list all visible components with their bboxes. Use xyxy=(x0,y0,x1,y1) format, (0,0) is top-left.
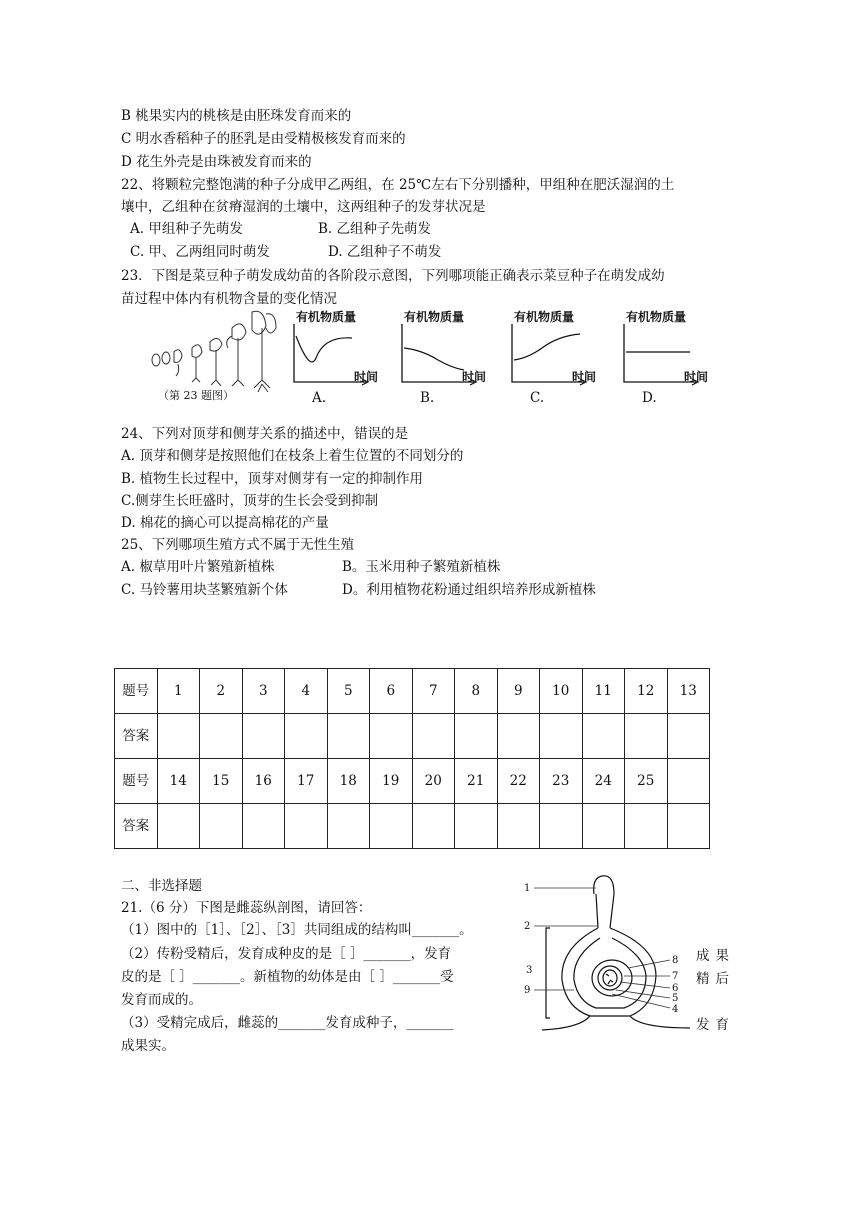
chart-c-option: C. xyxy=(530,390,545,406)
chart-d-plot xyxy=(620,308,732,388)
question-number: 6 xyxy=(370,669,413,714)
side-text-1: 成果 xyxy=(696,948,735,964)
chart-d xyxy=(620,308,732,404)
answer-cell[interactable] xyxy=(157,804,200,849)
question-number: 9 xyxy=(497,669,540,714)
question-number: 10 xyxy=(540,669,583,714)
answer-cell[interactable] xyxy=(582,804,625,849)
table-row xyxy=(115,759,710,804)
label-9: 9 xyxy=(524,985,531,996)
question-number: 15 xyxy=(200,759,243,804)
chart-c-curve xyxy=(514,334,580,360)
row-header-question: 题号 xyxy=(115,759,158,804)
chart-a-ylabel: 有机物质量 xyxy=(296,310,357,324)
table-row xyxy=(115,804,710,849)
chart-c xyxy=(508,308,620,404)
question-24: 24、下列对顶芽和侧芽关系的描述中，错误的是 xyxy=(121,426,409,442)
chart-a xyxy=(290,308,402,404)
chart-d-xlabel: 时间 xyxy=(684,370,709,384)
table-row xyxy=(115,714,710,759)
answer-cell[interactable] xyxy=(370,714,413,759)
chart-d-ylabel: 有机物质量 xyxy=(626,310,687,324)
q24-option-d: D. 棉花的摘心可以提高棉花的产量 xyxy=(121,515,329,531)
row-header-question: 题号 xyxy=(115,669,158,714)
answer-cell[interactable] xyxy=(327,714,370,759)
side-text-3: 发育 xyxy=(696,1017,735,1033)
side-text-2: 精后 xyxy=(696,971,735,987)
answer-cell[interactable] xyxy=(625,804,668,849)
chart-b-ylabel: 有机物质量 xyxy=(404,310,465,324)
q21-part2b: 皮的是［ ］_______。新植物的幼体是由［ ］_______受 xyxy=(121,969,454,985)
answer-cell[interactable] xyxy=(582,714,625,759)
figure-23-caption: （第 23 题图） xyxy=(158,389,234,402)
question-number: 1 xyxy=(157,669,200,714)
question-number: 5 xyxy=(327,669,370,714)
q21-part3b: 成果实。 xyxy=(121,1038,175,1054)
q21-part1: （1）图中的［1］、［2］、［3］共同组成的结构叫_______。 xyxy=(121,922,473,938)
chart-b-plot xyxy=(398,308,510,388)
seed-germination-illustration xyxy=(148,308,288,394)
answer-table xyxy=(114,668,710,849)
option-c-line: C 明水香稻种子的胚乳是由受精极核发育而来的 xyxy=(121,131,406,147)
question-number: 4 xyxy=(285,669,328,714)
question-number: 2 xyxy=(200,669,243,714)
answer-cell[interactable] xyxy=(200,714,243,759)
question-number: 3 xyxy=(242,669,285,714)
q24-option-a: A. 顶芽和侧芽是按照他们在枝条上着生位置的不同划分的 xyxy=(121,448,464,464)
question-number: 20 xyxy=(412,759,455,804)
question-number: 11 xyxy=(582,669,625,714)
chart-b-option: B. xyxy=(420,390,435,406)
answer-cell[interactable] xyxy=(327,804,370,849)
q22-option-c: C. 甲、乙两组同时萌发 xyxy=(130,244,270,260)
chart-c-plot xyxy=(508,308,620,388)
question-25: 25、下列哪项生殖方式不属于无性生殖 xyxy=(121,537,355,553)
question-number: 17 xyxy=(285,759,328,804)
label-7: 7 xyxy=(672,971,679,982)
label-8: 8 xyxy=(672,955,679,966)
answer-cell[interactable] xyxy=(455,714,498,759)
label-4: 4 xyxy=(672,1004,679,1015)
q24-option-b: B. 植物生长过程中，顶芽对侧芽有一定的抑制作用 xyxy=(121,471,424,487)
q25-option-a: A. 椒草用叶片繁殖新植株 xyxy=(121,559,275,575)
question-23-line1: 23．下图是菜豆种子萌发成幼苗的各阶段示意图，下列哪项能正确表示菜豆种子在萌发成幼 xyxy=(121,268,665,284)
q24-option-c: C.侧芽生长旺盛时，顶芽的生长会受到抑制 xyxy=(121,493,379,509)
question-number: 21 xyxy=(455,759,498,804)
pistil-diagram xyxy=(520,868,696,1038)
label-3: 3 xyxy=(526,965,533,976)
question-number xyxy=(667,759,710,804)
label-1: 1 xyxy=(524,883,531,894)
answer-cell[interactable] xyxy=(242,804,285,849)
chart-c-ylabel: 有机物质量 xyxy=(514,310,575,324)
chart-a-plot xyxy=(290,308,402,388)
q25-option-b: B。玉米用种子繁殖新植株 xyxy=(342,559,501,575)
q21-part3: （3）受精完成后，雌蕊的_______发育成种子，_______ xyxy=(121,1015,454,1031)
option-b-line: B 桃果实内的桃核是由胚珠发育而来的 xyxy=(121,108,352,124)
question-23-line2: 苗过程中体内有机物含量的变化情况 xyxy=(121,291,337,307)
answer-cell[interactable] xyxy=(412,804,455,849)
section-2-title: 二、非选择题 xyxy=(121,878,202,894)
question-number: 19 xyxy=(370,759,413,804)
answer-cell[interactable] xyxy=(285,804,328,849)
q25-option-d: D。利用植物花粉通过组织培养形成新植株 xyxy=(342,582,596,598)
table-row xyxy=(115,669,710,714)
answer-cell[interactable] xyxy=(370,804,413,849)
answer-cell[interactable] xyxy=(667,804,710,849)
answer-cell[interactable] xyxy=(157,714,200,759)
question-number: 22 xyxy=(497,759,540,804)
answer-cell[interactable] xyxy=(667,714,710,759)
chart-b-curve xyxy=(404,348,464,370)
question-number: 12 xyxy=(625,669,668,714)
question-number: 24 xyxy=(582,759,625,804)
answer-cell[interactable] xyxy=(285,714,328,759)
q22-option-b: B. 乙组种子先萌发 xyxy=(318,221,432,237)
answer-cell[interactable] xyxy=(497,804,540,849)
answer-cell[interactable] xyxy=(242,714,285,759)
q21-part2c: 发育而成的。 xyxy=(121,992,202,1008)
row-header-answer: 答案 xyxy=(115,714,158,759)
question-22-line1: 22、将颗粒完整饱满的种子分成甲乙两组，在 25℃左右下分别播种，甲组种在肥沃湿润的土 xyxy=(121,177,675,193)
question-number: 25 xyxy=(625,759,668,804)
chart-a-option: A. xyxy=(312,390,327,406)
q21-part2: （2）传粉受精后，发育成种皮的是［ ］_______，发育 xyxy=(121,946,452,962)
option-d-line: D 花生外壳是由珠被发育而来的 xyxy=(121,154,312,170)
question-22-line2: 壤中，乙组种在贫瘠湿润的土壤中，这两组种子的发芽状况是 xyxy=(121,199,486,215)
chart-d-option: D. xyxy=(642,390,657,406)
answer-cell[interactable] xyxy=(625,714,668,759)
answer-cell[interactable] xyxy=(455,804,498,849)
question-number: 23 xyxy=(540,759,583,804)
question-number: 13 xyxy=(667,669,710,714)
label-6: 6 xyxy=(672,983,679,994)
question-21: 21.（6 分）下图是雌蕊纵剖图，请回答： xyxy=(121,900,372,916)
label-5: 5 xyxy=(672,993,679,1004)
chart-c-xlabel: 时间 xyxy=(572,370,597,384)
q22-option-a: A. 甲组种子先萌发 xyxy=(130,221,243,237)
answer-cell[interactable] xyxy=(497,714,540,759)
chart-a-curve xyxy=(296,336,352,362)
row-header-answer: 答案 xyxy=(115,804,158,849)
question-number: 16 xyxy=(242,759,285,804)
question-number: 18 xyxy=(327,759,370,804)
answer-cell[interactable] xyxy=(540,714,583,759)
chart-b-xlabel: 时间 xyxy=(462,370,487,384)
label-2: 2 xyxy=(524,921,531,932)
chart-a-xlabel: 时间 xyxy=(354,370,379,384)
q22-option-d: D. 乙组种子不萌发 xyxy=(328,244,442,260)
answer-cell[interactable] xyxy=(540,804,583,849)
answer-cell[interactable] xyxy=(412,714,455,759)
answer-cell[interactable] xyxy=(200,804,243,849)
chart-b xyxy=(398,308,510,404)
question-number: 7 xyxy=(412,669,455,714)
question-number: 8 xyxy=(455,669,498,714)
question-number: 14 xyxy=(157,759,200,804)
q25-option-c: C. 马铃薯用块茎繁殖新个体 xyxy=(121,582,288,598)
